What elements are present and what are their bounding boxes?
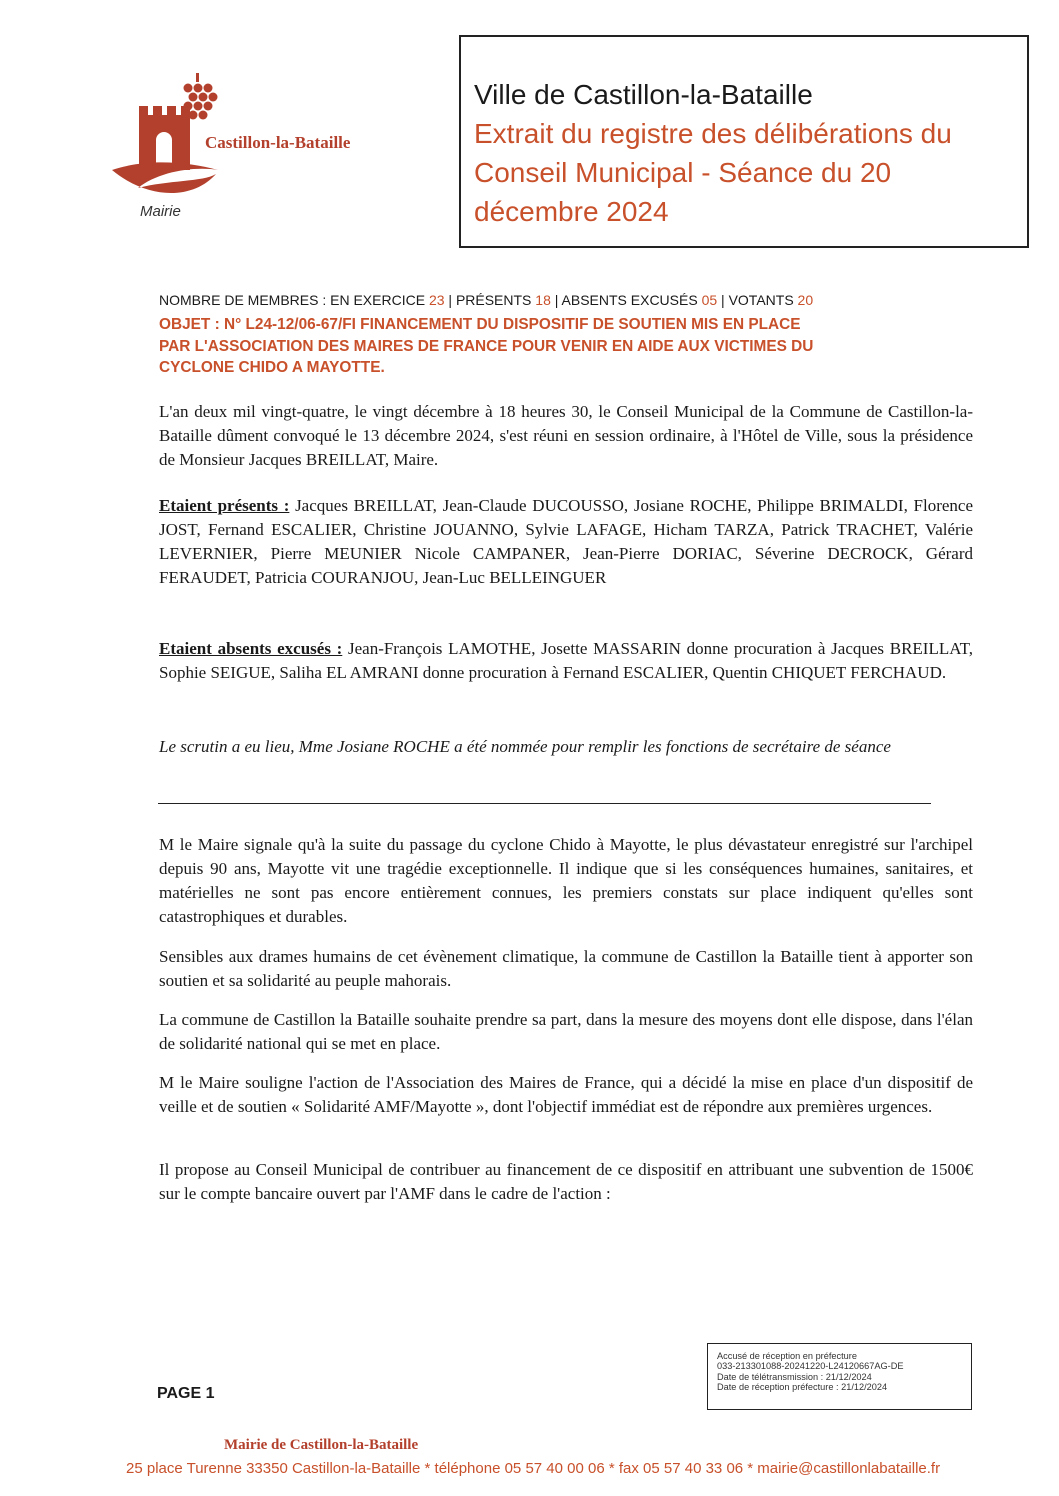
presents-label: Etaient présents : (159, 496, 290, 515)
scrutin-paragraph: Le scrutin a eu lieu, Mme Josiane ROCHE a été nommée pour remplir les fonctions de secrétaire de séance (159, 737, 891, 756)
body-paragraph-1: M le Maire signale qu'à la suite du passage du cyclone Chido à Mayotte, le plus dévastateur enregistré sur l'archipel depuis 90 ans, Mayotte vit une tragédie exceptionnelle. Il indique que si les conséquences humaines, sanitaires, et matérielles ne sont pas encore entièrement connues, les premiers constats sur place indiquent qu'elles sont catastrophiques et durables. (159, 835, 973, 926)
count-absents: 05 (701, 292, 718, 308)
members-line: NOMBRE DE MEMBRES : EN EXERCICE 23 | PRÉSENTS 18 | ABSENTS EXCUSÉS 05 | VOTANTS 20 (159, 292, 814, 308)
stamp-line-2: 033-213301088-20241220-L24120667AG-DE (717, 1361, 904, 1372)
absents-paragraph (159, 637, 973, 685)
body-paragraph-4: M le Maire souligne l'action de l'Association des Maires de France, qui a décidé la mise en place d'un dispositif de veille et de soutien « Solidarité AMF/Mayotte », dont l'objectif immédiat est de répondre aux premières urgences. (159, 1073, 973, 1116)
tower-icon (139, 106, 190, 170)
label-absents: ABSENTS EXCUSÉS (561, 292, 698, 308)
extract-line-2: Conseil Municipal - Séance du 20 (474, 157, 892, 188)
count-exercice: 23 (428, 292, 445, 308)
stamp-line-3: Date de télétransmission : 21/12/2024 (717, 1371, 872, 1382)
body-paragraph-2: Sensibles aux drames humains de cet évènement climatique, la commune de Castillon la Bataille tient à apporter son soutien et sa solidarité au peuple mahorais. (159, 947, 973, 990)
page-number: PAGE 1 (157, 1385, 215, 1402)
count-votants: 20 (797, 292, 814, 308)
objet-line-1: OBJET : N° L24-12/06-67/FI FINANCEMENT DU DISPOSITIF DE SOUTIEN MIS EN PLACE (159, 316, 801, 333)
objet-line-2: PAR L'ASSOCIATION DES MAIRES DE FRANCE POUR VENIR EN AIDE AUX VICTIMES DU (159, 337, 814, 355)
presents-paragraph (159, 494, 973, 590)
label-exercice: NOMBRE DE MEMBRES : EN EXERCICE (159, 292, 426, 308)
presents-list: Jacques BREILLAT, Jean-Claude DUCOUSSO, Josiane ROCHE, Philippe BRIMALDI, Florence JOST, Fernand ESCALIER, Christine JOUANNO, Sylvie LAFAGE, Hicham TARZA, Patrick TRACHET, Valérie LEVERNIER, Pierre MEUNIER Nicole CAMPANER, Jean-Pierre DORIAC, Séverine DECROCK, Gérard FERAUDET, Patricia COURANJOU, Jean-Luc BELLEINGUER (159, 496, 974, 587)
body-paragraph-3: La commune de Castillon la Bataille souhaite prendre sa part, dans la mesure des moyens dont elle dispose, dans l'élan de solidarité national qui se met en place. (159, 1010, 973, 1053)
objet (159, 314, 979, 379)
objet-line-3: CYCLONE CHIDO A MAYOTTE. (159, 359, 385, 376)
swoosh-icon (112, 162, 218, 193)
logo-subtitle: Mairie (140, 203, 181, 220)
logo-name: Castillon-la-Bataille (205, 133, 351, 152)
stamp-line-1: Accusé de réception en préfecture (717, 1351, 857, 1361)
extract-line-1: Extrait du registre des délibérations du (474, 118, 952, 149)
count-presents: 18 (535, 292, 551, 308)
divider (158, 803, 931, 804)
footer-address: 25 place Turenne 33350 Castillon-la-Bataille * téléphone 05 57 40 00 06 * fax 05 57 40 33 06 * mairie@castillonlabataille.fr (126, 1460, 941, 1477)
stamp-line-4: Date de réception préfecture : 21/12/2024 (717, 1381, 888, 1392)
absents-list: Jean-François LAMOTHE, Josette MASSARIN donne procuration à Jacques BREILLAT, Sophie SEIGUE, Saliha EL AMRANI donne procuration à Fernand ESCALIER, Quentin CHIQUET FERCHAUD. (159, 639, 973, 682)
label-votants: VOTANTS (728, 292, 794, 308)
header-box (459, 35, 1029, 248)
intro-paragraph: L'an deux mil vingt-quatre, le vingt décembre à 18 heures 30, le Conseil Municipal de la Commune de Castillon-la-Bataille dûment convoqué le 13 décembre 2024, s'est réuni en session ordinaire, à l'Hôtel de Ville, sous la présidence de Monsieur Jacques BREILLAT, Maire. (159, 402, 973, 469)
footer-name: Mairie de Castillon-la-Bataille (224, 1437, 419, 1453)
label-presents: PRÉSENTS (455, 292, 532, 308)
reception-stamp (707, 1343, 972, 1410)
body-paragraph-5: Il propose au Conseil Municipal de contribuer au financement de ce dispositif en attribuant une subvention de 1500€ sur le compte bancaire ouvert par l'AMF dans le cadre de l'action : (159, 1160, 973, 1203)
extract-line-3: décembre 2024 (474, 196, 669, 227)
city-title: Ville de Castillon-la-Bataille (474, 79, 813, 110)
absents-label: Etaient absents excusés : (159, 639, 343, 658)
